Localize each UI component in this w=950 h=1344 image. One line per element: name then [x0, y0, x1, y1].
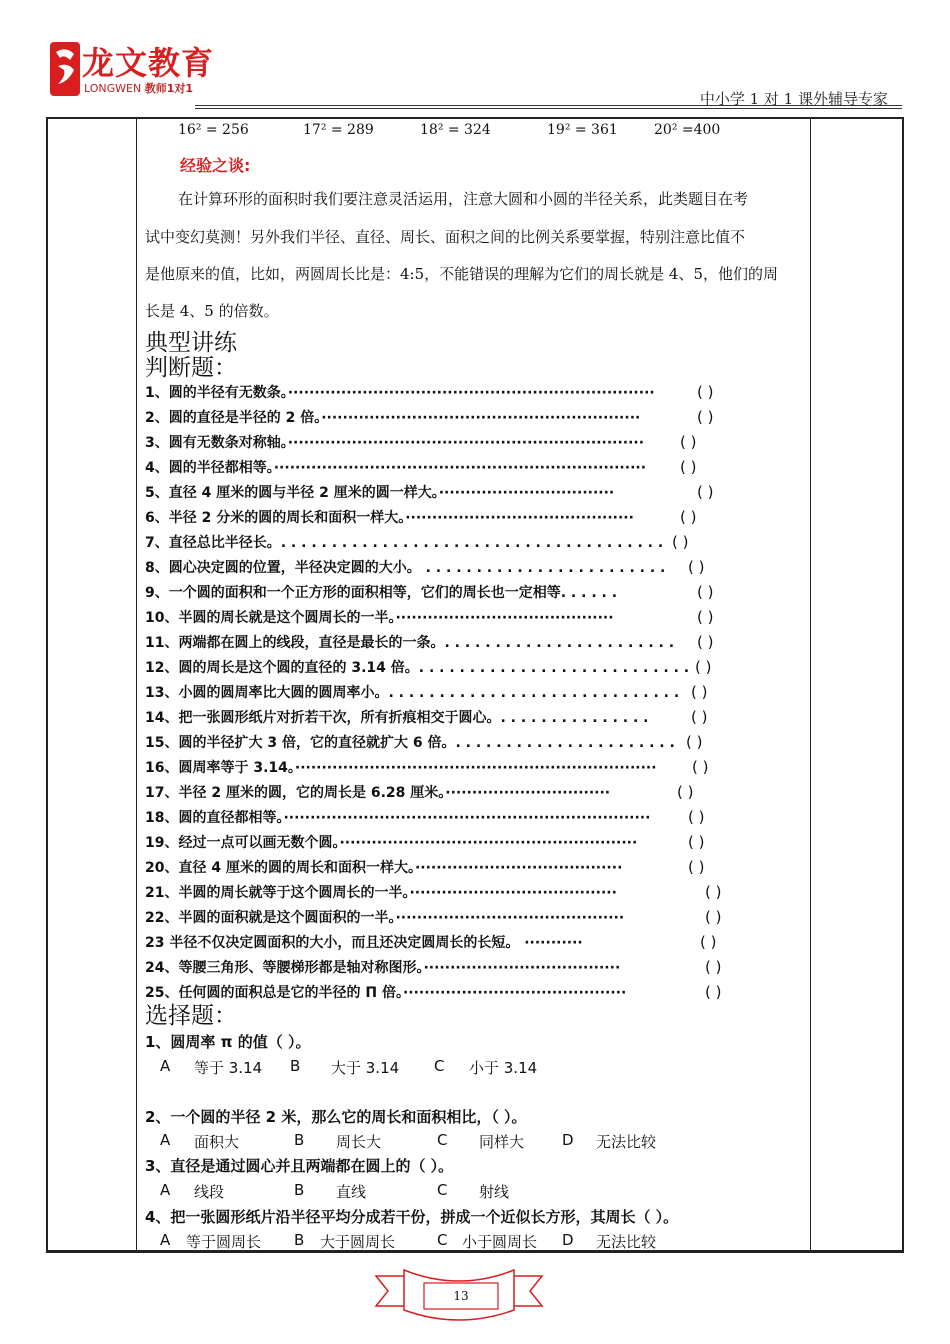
- true-false-title: 判断题：: [145, 355, 237, 381]
- header-rule: [195, 105, 902, 106]
- square-value: 19² = 361: [547, 122, 618, 138]
- true-false-item: 2、圆的直径是半径的 2 倍。····························································: [145, 410, 641, 426]
- answer-blank[interactable]: ( ): [672, 533, 689, 551]
- answer-blank[interactable]: ( ): [697, 408, 714, 426]
- experience-line: 长是 4、5 的倍数。: [145, 302, 279, 320]
- answer-blank[interactable]: ( ): [677, 783, 694, 801]
- mc-option-letter: D: [562, 1231, 574, 1249]
- table-column-divider-right: [810, 119, 811, 1250]
- answer-blank[interactable]: ( ): [691, 683, 708, 701]
- true-false-item: 23 半径不仅决定圆面积的大小，而且还决定圆周长的长短。 ···········: [145, 935, 583, 951]
- section-title: 典型讲练: [145, 330, 237, 356]
- square-value: 20² =400: [654, 122, 721, 138]
- true-false-item: 16、圆周率等于 3.14。····································································: [145, 760, 657, 776]
- true-false-item: 17、半径 2 厘米的圆，它的周长是 6.28 厘米。·······························: [145, 785, 611, 801]
- true-false-item: 14、把一张圆形纸片对折若干次，所有折痕相交于圆心。. . . . . . . . . . . . . . .: [145, 710, 649, 726]
- answer-blank[interactable]: ( ): [688, 858, 705, 876]
- answer-blank[interactable]: ( ): [697, 383, 714, 401]
- mc-option-letter: C: [434, 1057, 445, 1075]
- answer-blank[interactable]: ( ): [697, 583, 714, 601]
- answer-blank[interactable]: ( ): [695, 658, 712, 676]
- mc-option-letter: C: [437, 1131, 448, 1149]
- true-false-item: 19、经过一点可以画无数个圆。························································: [145, 835, 638, 851]
- mc-question: 1、圆周率 π 的值（ ）。: [145, 1033, 311, 1051]
- mc-option-letter: A: [160, 1181, 171, 1199]
- page-number: 13: [453, 1289, 469, 1303]
- logo-sub-cn: 教师1对1: [144, 82, 194, 95]
- mc-option-text: 面积大: [194, 1133, 240, 1151]
- table-column-divider-left: [136, 119, 137, 1250]
- mc-option-text: 小于圆周长: [462, 1233, 538, 1251]
- true-false-item: 18、圆的直径都相等。·····································································: [145, 810, 651, 826]
- mc-option-letter: D: [562, 1131, 574, 1149]
- true-false-item: 21、半圆的周长就等于这个圆周长的一半。·······································: [145, 885, 617, 901]
- true-false-item: 11、两端都在圆上的线段，直径是最长的一条。. . . . . . . . . . . . . . . . . . . . . . .: [145, 635, 675, 651]
- true-false-item: 7、直径总比半径长。. . . . . . . . . . . . . . . . . . . . . . . . . . . . . . . . . . . . . .: [145, 535, 664, 551]
- answer-blank[interactable]: ( ): [680, 433, 697, 451]
- logo-mark-icon: [50, 38, 84, 100]
- answer-blank[interactable]: ( ): [691, 708, 708, 726]
- mc-option-text: 大于圆周长: [320, 1233, 396, 1251]
- answer-blank[interactable]: ( ): [705, 983, 722, 1001]
- answer-blank[interactable]: ( ): [697, 483, 714, 501]
- mc-option-text: 等于 3.14: [194, 1059, 263, 1077]
- answer-blank[interactable]: ( ): [692, 758, 709, 776]
- header-tagline: 中小学 1 对 1 课外辅导专家: [699, 90, 888, 108]
- square-value: 17² = 289: [303, 122, 374, 138]
- answer-blank[interactable]: ( ): [700, 933, 717, 951]
- true-false-item: 10、半圆的周长就是这个圆周长的一半。·········································: [145, 610, 614, 626]
- true-false-item: 15、圆的半径扩大 3 倍，它的直径就扩大 6 倍。. . . . . . . . . . . . . . . . . . . . . .: [145, 735, 675, 751]
- experience-line: 是他原来的值，比如，两圆周长比是：4:5，不能错误的理解为它们的周长就是 4、5，他们的周: [145, 265, 778, 283]
- mc-option-letter: C: [437, 1231, 448, 1249]
- answer-blank[interactable]: ( ): [688, 833, 705, 851]
- mc-option-text: 等于圆周长: [186, 1233, 262, 1251]
- true-false-item: 4、圆的半径都相等。······································································: [145, 460, 647, 476]
- true-false-item: 3、圆有无数条对称轴。···································································: [145, 435, 645, 451]
- mc-option-text: 直线: [336, 1183, 367, 1201]
- true-false-item: 8、圆心决定圆的位置，半径决定圆的大小。 . . . . . . . . . . . . . . . . . . . . . . . .: [145, 560, 666, 576]
- experience-title: 经验之谈:: [180, 156, 251, 175]
- mc-option-text: 大于 3.14: [331, 1059, 400, 1077]
- answer-blank[interactable]: ( ): [688, 558, 705, 576]
- true-false-item: 13、小圆的圆周率比大圆的圆周率小。. . . . . . . . . . . . . . . . . . . . . . . . . . . . .: [145, 685, 680, 701]
- true-false-item: 12、圆的周长是这个圆的直径的 3.14 倍。. . . . . . . . . . . . . . . . . . . . . . . . . . .: [145, 660, 690, 676]
- answer-blank[interactable]: ( ): [705, 958, 722, 976]
- true-false-item: 6、半径 2 分米的圆的周长和面积一样大。···········································: [145, 510, 634, 526]
- mc-option-letter: A: [160, 1057, 171, 1075]
- mc-question: 4、把一张圆形纸片沿半径平均分成若干份，拼成一个近似长方形，其周长（ ）。: [145, 1208, 679, 1226]
- square-value: 18² = 324: [420, 122, 491, 138]
- mc-option-text: 周长大: [336, 1133, 382, 1151]
- answer-blank[interactable]: ( ): [697, 633, 714, 651]
- mc-option-text: 小于 3.14: [469, 1059, 538, 1077]
- mc-option-letter: B: [294, 1131, 305, 1149]
- answer-blank[interactable]: ( ): [688, 808, 705, 826]
- true-false-item: 1、圆的半径有无数条。·····································································: [145, 385, 655, 401]
- logo-subtitle: [84, 80, 193, 96]
- true-false-item: 20、直径 4 厘米的圆的周长和面积一样大。·······································: [145, 860, 623, 876]
- true-false-item: 22、半圆的面积就是这个圆面积的一半。···········································: [145, 910, 625, 926]
- true-false-item: 25、任何圆的面积总是它的半径的 П 倍。··········································: [145, 985, 627, 1001]
- logo-title: 龙文教育: [82, 44, 215, 82]
- answer-blank[interactable]: ( ): [705, 908, 722, 926]
- mc-question: 3、直径是通过圆心并且两端都在圆上的（ ）。: [145, 1157, 454, 1175]
- mc-option-letter: B: [294, 1181, 305, 1199]
- answer-blank[interactable]: ( ): [680, 508, 697, 526]
- mc-option-letter: A: [160, 1131, 171, 1149]
- logo: [50, 38, 215, 100]
- answer-blank[interactable]: ( ): [697, 608, 714, 626]
- mc-option-letter: B: [290, 1057, 301, 1075]
- true-false-item: 24、等腰三角形、等腰梯形都是轴对称图形。·····································: [145, 960, 621, 976]
- mc-option-text: 射线: [479, 1183, 510, 1201]
- true-false-item: 5、直径 4 厘米的圆与半径 2 厘米的圆一样大。·································: [145, 485, 615, 501]
- mc-option-text: 线段: [194, 1183, 225, 1201]
- logo-sub-latin: LONGWEN: [84, 82, 142, 95]
- answer-blank[interactable]: ( ): [705, 883, 722, 901]
- true-false-item: 9、一个圆的面积和一个正方形的面积相等，它们的周长也一定相等. . . . . .: [145, 585, 618, 601]
- multiple-choice-title: 选择题：: [145, 1003, 237, 1029]
- mc-option-letter: B: [294, 1231, 305, 1249]
- answer-blank[interactable]: ( ): [686, 733, 703, 751]
- square-value: 16² = 256: [178, 122, 249, 138]
- mc-option-text: 无法比较: [596, 1133, 657, 1151]
- answer-blank[interactable]: ( ): [680, 458, 697, 476]
- mc-option-letter: C: [437, 1181, 448, 1199]
- header-rule-2: [195, 108, 902, 109]
- experience-line: 在计算环形的面积时我们要注意灵活运用，注意大圆和小圆的半径关系，此类题目在考: [178, 190, 749, 208]
- experience-line: 试中变幻莫测！另外我们半径、直径、周长、面积之间的比例关系要掌握，特别注意比值不: [145, 228, 746, 246]
- mc-question: 2、一个圆的半径 2 米，那么它的周长和面积相比，（ ）。: [145, 1108, 527, 1126]
- mc-option-letter: A: [160, 1231, 171, 1249]
- mc-option-text: 同样大: [479, 1133, 525, 1151]
- mc-option-text: 无法比较: [596, 1233, 657, 1251]
